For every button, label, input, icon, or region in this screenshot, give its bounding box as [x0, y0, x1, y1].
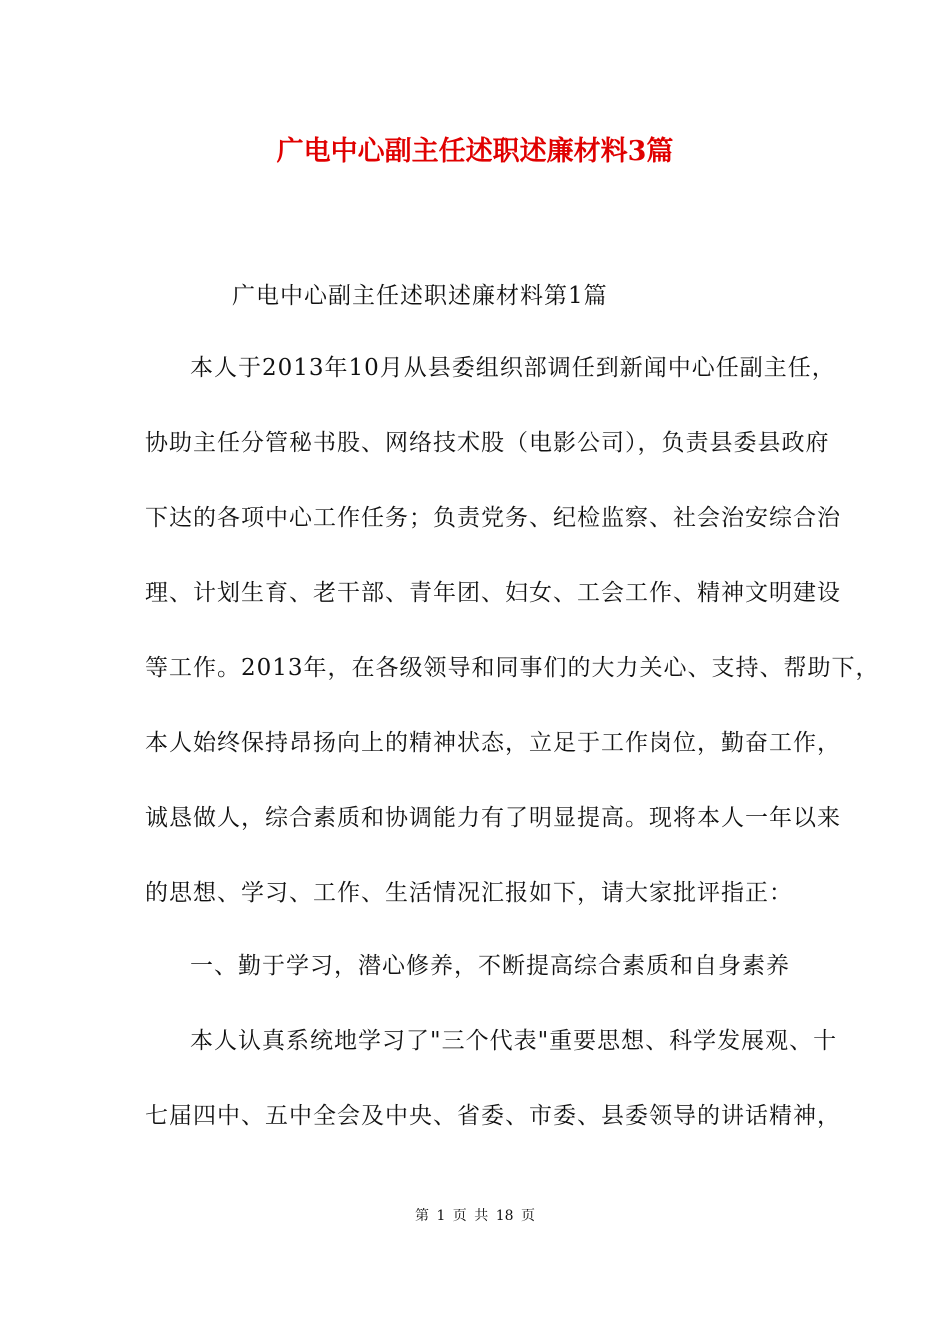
paragraph-line: 理、计划生育、老干部、青年团、妇女、工会工作、精神文明建设	[145, 580, 841, 606]
document-title: 广电中心副主任述职述廉材料3篇	[276, 136, 674, 167]
paragraph-line: 本人始终保持昂扬向上的精神状态，立足于工作岗位，勤奋工作，	[145, 730, 841, 756]
paragraph-line: 的思想、学习、工作、生活情况汇报如下，请大家批评指正：	[145, 880, 793, 906]
paragraph-line: 等工作。2013年，在各级领导和同事们的大力关心、支持、帮助下，	[145, 655, 880, 681]
paragraph-line: 本人认真系统地学习了"三个代表"重要思想、科学发展观、十	[190, 1028, 838, 1054]
paragraph-line: 七届四中、五中全会及中央、省委、市委、县委领导的讲话精神，	[145, 1103, 841, 1129]
paragraph-line: 协助主任分管秘书股、网络技术股（电影公司），负责县委县政府	[145, 430, 830, 456]
subsection-heading: 一、勤于学习，潜心修养，不断提高综合素质和自身素养	[190, 953, 790, 979]
paragraph-line: 诚恳做人，综合素质和协调能力有了明显提高。现将本人一年以来	[145, 805, 841, 831]
section-heading-1: 广电中心副主任述职述廉材料第1篇	[232, 283, 608, 309]
page-footer: 第 1 页 共 18 页	[415, 1208, 535, 1224]
paragraph-line: 本人于2013年10月从县委组织部调任到新闻中心任副主任，	[190, 355, 836, 381]
paragraph-line: 下达的各项中心工作任务；负责党务、纪检监察、社会治安综合治	[145, 505, 841, 531]
